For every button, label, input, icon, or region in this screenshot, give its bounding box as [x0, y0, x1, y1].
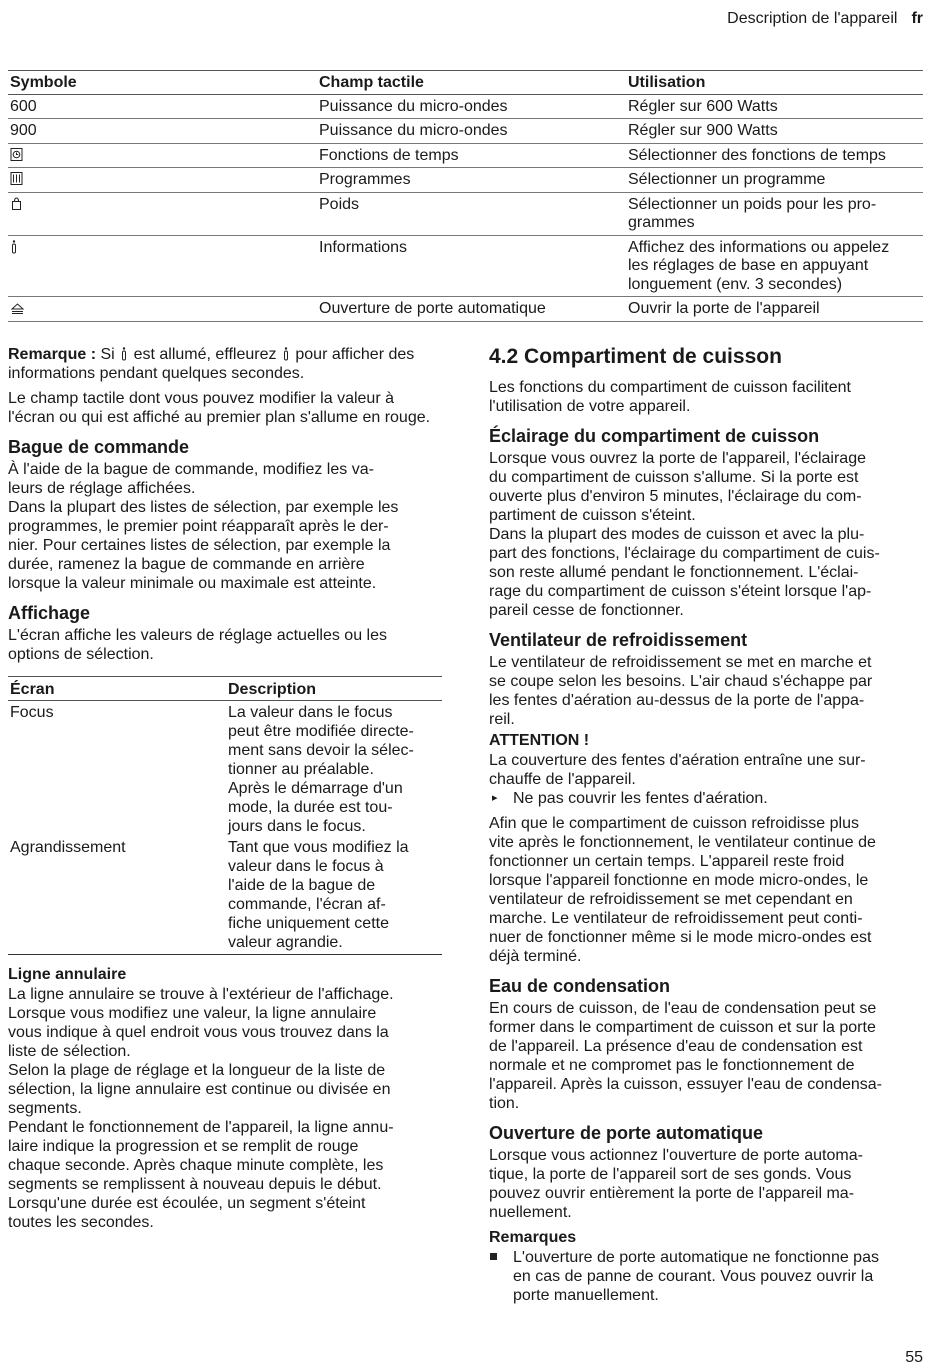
header-section-title: Description de l'appareil: [727, 10, 898, 27]
heading-remarques: Remarques: [489, 1229, 577, 1246]
description-cell: Tant que vous modifiez la valeur dans le focus à l'aide de la bague de commande, l'écran af- fiche uniquement cette valeur agrandie.: [226, 836, 442, 955]
attention-label: ATTENTION !: [489, 732, 590, 749]
weight-icon: [10, 196, 23, 211]
symbol-cell: [8, 297, 317, 322]
usage-cell: Sélectionner un poids pour les pro- grammes: [626, 192, 923, 235]
eau-paragraph: En cours de cuisson, de l'eau de condensation peut se former dans le compartiment de cuisson et sur la porte de l'appareil. La présence d'eau de condensation est normale et ne compromet pas le fonctionnement de l'appareil. Après la cuisson, essuyer l'eau de condensa- tion.: [489, 1000, 883, 1112]
column-header-description: Description: [226, 677, 442, 701]
heading-eclairage: Éclairage du compartiment de cuisson: [489, 426, 820, 446]
afin-paragraph: Afin que le compartiment de cuisson refroidisse plus vite après le fonctionnement, le ventilateur continue de fonctionner un certain temps. L'appareil reste froid lorsque l'appareil fonctionne en mode micro-ondes, le ventilateur de refroidissement se met cependant en marche. Le ventilateur de refroidissement peut conti- nuer de fonctionner même si le mode micro-ondes est déjà terminé.: [489, 815, 876, 965]
ecran-cell: Focus: [10, 704, 54, 721]
list-item-text: L'ouverture de porte automatique ne fonctionne pas en cas de panne de courant. Vous pouvez ouvrir la porte manuellement.: [513, 1249, 879, 1304]
remark-text-b: est allumé, effleurez: [129, 346, 281, 363]
symbol-cell: 600: [8, 94, 317, 119]
door-open-icon: [10, 300, 25, 315]
usage-cell: Ouvrir la porte de l'appareil: [626, 297, 923, 322]
heading-ventilateur: Ventilateur de refroidissement: [489, 630, 748, 650]
instruction-item: [489, 789, 924, 808]
usage-cell: Sélectionner un programme: [626, 168, 923, 193]
affichage-paragraph: L'écran affiche les valeurs de réglage actuelles ou les options de sélection.: [8, 627, 387, 663]
heading-ouverture-de-porte: Ouverture de porte automatique: [489, 1123, 764, 1143]
heading-bague-de-commande: Bague de commande: [8, 437, 190, 457]
ecran-table: [8, 676, 442, 955]
column-header-ecran: Écran: [8, 677, 226, 701]
left-column: [8, 345, 442, 1238]
eclairage-paragraph: Lorsque vous ouvrez la porte de l'appareil, l'éclairage du compartiment de cuisson s'allume. Si la porte est ouverte plus d'environ 5 minutes, l'éclairage du com- partiment de cuisson s'éteint. Dans la plupart des modes de cuisson et avec la plu- part des fonctions, l'éclairage du compartiment de cuis- son reste allumé pendant le fonctionnement. L'éclai- rage du compartiment de cuisson s'éteint lorsque l'ap- pareil cesse de fonctionner.: [489, 450, 880, 619]
field-cell: Poids: [317, 192, 626, 235]
programs-icon: [10, 171, 23, 186]
column-header-champ-tactile: Champ tactile: [317, 71, 626, 95]
usage-cell: Régler sur 600 Watts: [626, 94, 923, 119]
heading-affichage: Affichage: [8, 603, 91, 623]
symbol-cell: [8, 235, 317, 297]
info-icon: [282, 346, 290, 361]
table-row: [8, 168, 923, 193]
symbol-cell: [8, 192, 317, 235]
table-row: [8, 192, 923, 235]
symbol-cell: [8, 143, 317, 168]
clock-icon: [10, 147, 23, 162]
table-row: [8, 94, 923, 119]
table-row: [8, 143, 923, 168]
bague-paragraph-2: Dans la plupart des listes de sélection, par exemple les programmes, le premier point réapparaît après le der- nier. Pour certaines listes de sélection, par exemple la durée, ramenez la bague de commande en arrière lorsque la valeur minimale ou maximale est atteinte.: [8, 499, 399, 592]
column-header-symbole: Symbole: [8, 71, 317, 95]
square-bullet-icon: [490, 1253, 497, 1260]
remark-paragraph: [8, 345, 442, 383]
ventilateur-paragraph: Le ventilateur de refroidissement se met en marche et se coupe selon les besoins. L'air chaud s'échappe par les fentes d'aération au-dessus de la porte de l'appa- reil.: [489, 654, 873, 728]
remark-text-c: pour afficher des informations pendant quelques secondes.: [8, 346, 415, 382]
table-row: [8, 119, 923, 144]
table-row: [8, 836, 442, 955]
triangle-bullet-icon: ▸: [492, 792, 498, 804]
attention-paragraph: La couverture des fentes d'aération entraîne une sur- chauffe de l'appareil.: [489, 752, 866, 788]
section-title: 4.2 Compartiment de cuisson: [489, 345, 782, 368]
symbol-cell: [8, 168, 317, 193]
bague-paragraph-1: À l'aide de la bague de commande, modifiez les va- leurs de réglage affichées.: [8, 461, 374, 497]
instruction-text: Ne pas couvrir les fentes d'aération.: [513, 790, 768, 807]
heading-eau-de-condensation: Eau de condensation: [489, 976, 671, 996]
porte-paragraph: Lorsque vous actionnez l'ouverture de porte automa- tique, la porte de l'appareil sort de ses gonds. Vous pouvez ouvrir entièrement la porte de l'appareil ma- nuellement.: [489, 1147, 863, 1221]
usage-cell: Régler sur 900 Watts: [626, 119, 923, 144]
table-row: [8, 297, 923, 322]
page-header: [727, 10, 923, 28]
remark-text-a: Si: [96, 346, 120, 363]
ligne-paragraph: La ligne annulaire se trouve à l'extérieur de l'affichage. Lorsque vous modifiez une valeur, la ligne annulaire vous indique à quel endroit vous vous trouvez dans la liste de sélection. Selon la plage de réglage et la longueur de la liste de sélection, la ligne annulaire est continue ou divisée en segments. Pendant le fonctionnement de l'appareil, la ligne annu- laire indique la progression et se remplit de rouge chaque seconde. Après chaque minute complète, les segments se remplissent à nouveau depuis le début. Lorsqu'une durée est écoulée, un segment s'éteint toutes les secondes.: [8, 986, 394, 1231]
field-cell: Fonctions de temps: [317, 143, 626, 168]
ecran-table-header: [8, 677, 442, 701]
table-row: [8, 235, 923, 297]
field-cell: Programmes: [317, 168, 626, 193]
remark-label: Remarque :: [8, 346, 97, 363]
field-cell: Puissance du micro-ondes: [317, 94, 626, 119]
info-icon: [10, 239, 23, 254]
heading-ligne-annulaire: Ligne annulaire: [8, 966, 127, 983]
list-item: [489, 1248, 924, 1305]
right-column: [489, 345, 924, 1305]
description-cell: La valeur dans le focus peut être modifiée directe- ment sans devoir la sélec- tionner au préalable. Après le démarrage d'un mode, la durée est tou- jours dans le focus.: [228, 704, 414, 835]
symbols-table-header: [8, 71, 923, 95]
symbols-table: [8, 70, 923, 322]
field-cell: Ouverture de porte automatique: [317, 297, 626, 322]
table-row: [8, 701, 442, 837]
column-header-utilisation: Utilisation: [626, 71, 923, 95]
intro-paragraph: Les fonctions du compartiment de cuisson facilitent l'utilisation de votre appareil.: [489, 379, 851, 415]
usage-cell: Sélectionner des fonctions de temps: [626, 143, 923, 168]
symbol-cell: 900: [8, 119, 317, 144]
page-number: 55: [905, 1349, 923, 1366]
touch-field-paragraph: Le champ tactile dont vous pouvez modifier la valeur à l'écran ou qui est affiché au premier plan s'allume en rouge.: [8, 390, 431, 426]
header-language: fr: [911, 10, 923, 27]
ecran-cell: Agrandissement: [8, 836, 226, 955]
field-cell: Puissance du micro-ondes: [317, 119, 626, 144]
usage-cell: Affichez des informations ou appelez les réglages de base en appuyant longuement (env. 3 secondes): [626, 235, 923, 297]
field-cell: Informations: [317, 235, 626, 297]
info-icon: [120, 346, 128, 361]
